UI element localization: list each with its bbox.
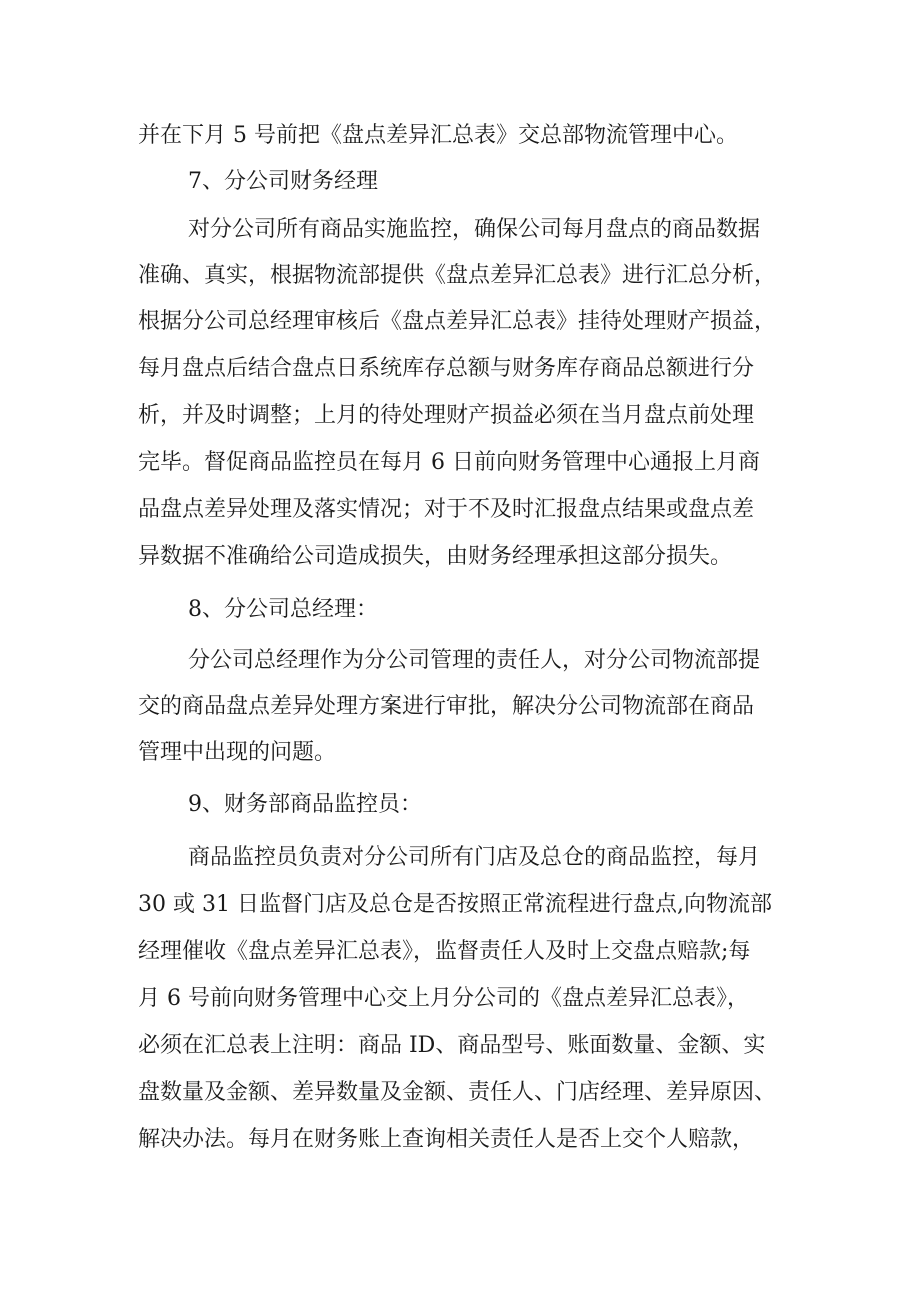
text-line: 析，并及时调整；上月的待处理财产损益必须在当月盘点前处理 [138, 403, 755, 428]
section-heading-7: 7、分公司财务经理 [188, 169, 378, 194]
text-line: 每月盘点后结合盘点日系统库存总额与财务库存商品总额进行分 [138, 356, 755, 381]
text-line: 30 或 31 日监督门店及总仓是否按照正常流程进行盘点,向物流部 [138, 892, 772, 917]
text-line: 月 6 号前向财务管理中心交上月分公司的《盘点差异汇总表》， [138, 986, 749, 1011]
text-line: 完毕。督促商品监控员在每月 6 日前向财务管理中心通报上月商 [138, 450, 760, 475]
text-line: 分公司总经理作为分公司管理的责任人，对分公司物流部提 [188, 648, 761, 673]
text-line: 经理催收《盘点差异汇总表》，监督责任人及时上交盘点赔款;每 [138, 939, 751, 964]
text-line: 管理中出现的问题。 [138, 740, 337, 765]
text-line: 解决办法。每月在财务账上查询相关责任人是否上交个人赔款， [138, 1127, 755, 1152]
text-line: 准确、真实，根据物流部提供《盘点差异汇总表》进行汇总分析， [138, 263, 777, 288]
text-line: 盘数量及金额、差异数量及金额、责任人、门店经理、差异原因、 [138, 1080, 777, 1105]
text-line: 品盘点差异处理及落实情况；对于不及时汇报盘点结果或盘点差 [138, 497, 755, 522]
text-line: 根据分公司总经理审核后《盘点差异汇总表》挂待处理财产损益， [138, 309, 777, 334]
text-line: 并在下月 5 号前把《盘点差异汇总表》交总部物流管理中心。 [138, 123, 738, 148]
text-line: 对分公司所有商品实施监控，确保公司每月盘点的商品数据 [188, 217, 761, 242]
text-line: 交的商品盘点差异处理方案进行审批，解决分公司物流部在商品 [138, 694, 755, 719]
section-heading-8: 8、分公司总经理： [188, 597, 378, 622]
text-line: 商品监控员负责对分公司所有门店及总仓的商品监控，每月 [188, 845, 761, 870]
text-line: 异数据不准确给公司造成损失，由财务经理承担这部分损失。 [138, 544, 733, 569]
text-line: 必须在汇总表上注明：商品 ID、商品型号、账面数量、金额、实 [138, 1033, 766, 1058]
section-heading-9: 9、财务部商品监控员： [188, 792, 422, 817]
